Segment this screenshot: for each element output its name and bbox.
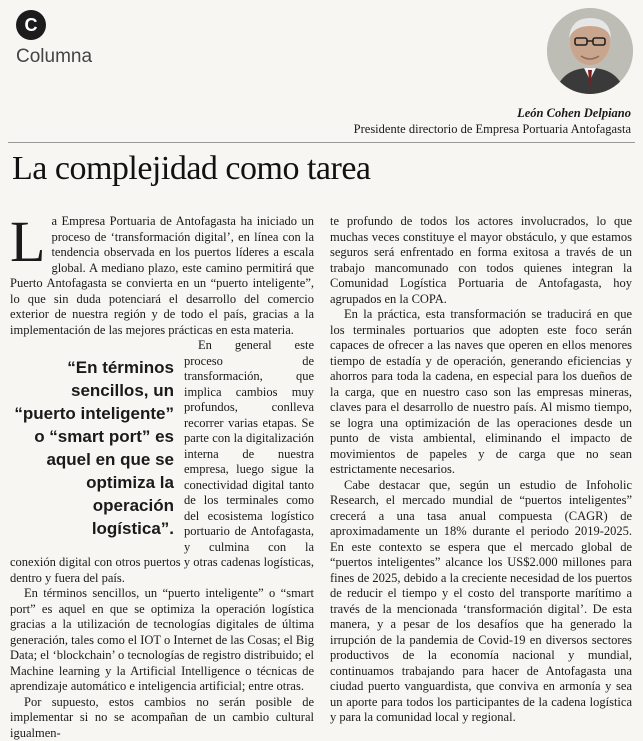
article-column-left: [10, 214, 314, 741]
column-header: [0, 0, 643, 140]
article-headline: La complejidad como tarea: [12, 150, 371, 188]
section-label: Columna: [16, 46, 92, 68]
author-title: Presidente directorio de Empresa Portuaria Antofagasta: [354, 122, 631, 137]
paragraph-4-start: Por supuesto, estos cambios no serán posible de implementar si no se acompañan de un cambio cultural igualmen-: [10, 695, 314, 741]
paragraph-1: La Empresa Portuaria de Antofagasta ha iniciado un proceso de ‘transformación digital’, en línea con la tendencia observada en los puertos líderes a escala global. A mediano plazo, este camino permitirá que Puerto Antofagasta se convierta en un “puerto inteligente”, lo que sin duda potenciará el desarrollo del comercio exterior de nuestra región y de todo el país, gracias a la implementación de las mejores prácticas en esta materia.: [10, 214, 314, 338]
author-name: León Cohen Delpiano: [517, 106, 631, 121]
author-photo: [547, 8, 633, 94]
article-column-right: [330, 214, 632, 726]
pull-quote: “En términos sencillos, un “puerto inteligente” o “smart port” es aquel en que se optimiza la operación logística”.: [10, 356, 174, 540]
paragraph-6: Cabe destacar que, según un estudio de Infoholic Research, el mercado mundial de “puertos inteligentes” crecerá a una tasa anual compuesta (CAGR) de aproximadamente un 18% durante el periodo 2019-2025. En este contexto se espera que el mercado global de “puertos inteligentes” alcance los US$2.000 millones para fines de 2025, debido a la creciente necesidad de los puertos de reducir el tiempo y el costo del transporte marítimo a través de la mencionada ‘transformación digital’. De esta manera, y a pesar de los desafíos que ha generado la irrupción de la pandemia de Covid-19 en diversos sectores productivos de la economía nacional y mundial, continuamos trabajando para hacer de Antofagasta una ciudad puerto vanguardista, que conviva en armonía y sea un aporte para todos los participantes de la cadena logística y para la comunidad local y regional.: [330, 478, 632, 726]
section-badge: C: [16, 10, 46, 40]
paragraph-3: En términos sencillos, un “puerto inteligente” o “smart port” es aquel en que se optimiza la operación logística gracias a la utilización de tecnologías digitales de última generación, tales como el IOT o Internet de las Cosas; el Big Data; el ‘blockchain’ o tecnologías de registro distribuido; el Machine learning y la Artificial Intelligence o técnicas de aprendizaje automático e inteligencia artificial; entre otras.: [10, 586, 314, 695]
drop-cap: L: [10, 216, 51, 264]
paragraph-2: “En términos sencillos, un “puerto inteligente” o “smart port” es aquel en que se optimiza la operación logística”. En general este proceso de transformación, que implica cambios muy profundos, conlleva recorrer varias etapas. Se parte con la digitalización interna de nuestra empresa, luego sigue la conectividad digital tanto de los terminales como del ecosistema logístico portuario de Antofagasta, y culmina con la conexión digital con otros puertos y otras cadenas logísticas, dentro y fuera del país.: [10, 338, 314, 586]
header-divider: [8, 142, 635, 143]
paragraph-5: En la práctica, esta transformación se traducirá en que los terminales portuarios que adopten este foco serán capaces de ofrecer a las naves que operen en ellos menores tiempo de estadía y de operación, generando eficiencias y ahorros para toda la cadena, en especial para los dueños de la carga, que en nuestro caso son las empresas mineras, claves para el desarrollo de nuestro país. Al mismo tiempo, se logra una optimización de las operaciones desde un punto de vista ambiental, eliminando el impacto de movimientos de papeles y de carga que no sean estrictamente necesarios.: [330, 307, 632, 478]
paragraph-4-end: te profundo de todos los actores involucrados, lo que muchas veces constituye el mayor obstáculo, y que estamos seguros será enfrentado en forma exitosa a través de un trabajo mancomunado con todos quienes integran la Comunidad Logística Portuaria de Antofagasta, hoy agrupados en la COPA.: [330, 214, 632, 307]
author-portrait-icon: [547, 8, 633, 94]
